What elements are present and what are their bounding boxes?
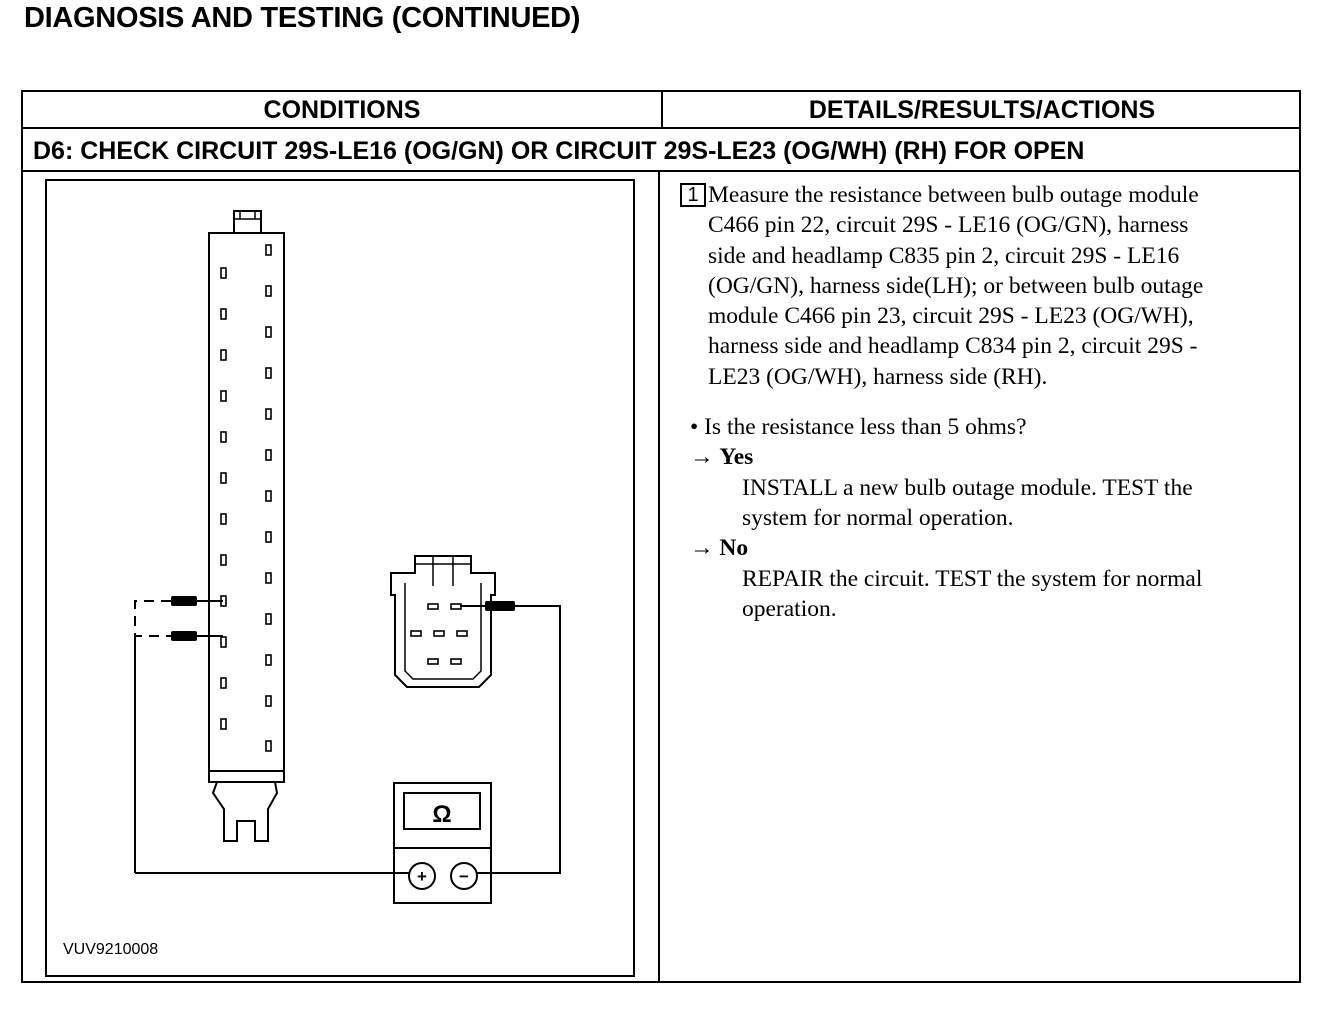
negative-lead-wire [477,606,560,873]
arrow-right-icon: → [690,444,714,471]
instruction-line: harness side and headlamp C834 pin 2, circuit 29S - [708,333,1198,360]
details-column [678,180,1298,624]
page-title: DIAGNOSIS AND TESTING (CONTINUED) [24,2,581,34]
yes-action-line: INSTALL a new bulb outage module. TEST the [742,474,1193,501]
instruction-line: C466 pin 22, circuit 29S - LE16 (OG/GN), harness [708,212,1189,239]
instruction-line: Measure the resistance between bulb outage module [708,182,1199,208]
headlamp-connector [391,556,495,687]
instruction-line: LE23 (OG/WH), harness side (RH). [708,363,1048,390]
yes-answer-heading [690,442,1298,472]
arrow-right-icon: → [690,535,714,562]
plus-symbol: + [417,867,427,886]
ohm-symbol: Ω [432,801,452,828]
details-header: DETAILS/RESULTS/ACTIONS [808,96,1156,124]
module-top-tab [234,211,261,233]
no-action-line: REPAIR the circuit. TEST the system for normal [742,565,1203,592]
diagnosis-table [21,90,1301,983]
step-title: D6: CHECK CIRCUIT 29S-LE16 (OG/GN) OR CIRCUIT 29S-LE23 (OG/WH) (RH) FOR OPEN [23,129,1299,172]
table-header-row [23,92,1299,129]
no-label: No [719,535,749,562]
yes-action [742,473,1298,534]
figure-id: VUV9210008 [63,941,159,958]
wiring-diagram [47,181,635,977]
probe-tip-lower [171,631,197,641]
no-action [742,564,1298,625]
no-answer-heading [690,533,1298,563]
yes-label: Yes [719,444,754,471]
dashed-probe-leads [135,601,171,636]
instruction-line: module C466 pin 23, circuit 29S - LE23 (OG/WH), [708,303,1194,330]
instruction-paragraph [708,180,1298,392]
question-text: • Is the resistance less than 5 ohms? [690,414,1027,441]
instruction-line: side and headlamp C835 pin 2, circuit 29S - LE16 [708,242,1180,269]
body-column-divider [658,172,660,981]
module-mounting-foot [213,782,277,841]
probe-tip-connector [485,601,515,611]
wiring-figure [45,179,635,977]
probe-tip-upper [171,596,197,606]
conditions-header: CONDITIONS [263,96,421,124]
minus-symbol: − [459,867,469,886]
step-number-badge: 1 [680,183,706,207]
instruction-line: (OG/GN), harness side(LH); or between bulb outage [708,272,1204,299]
no-action-line: operation. [742,595,837,622]
yes-action-line: system for normal operation. [742,504,1014,531]
